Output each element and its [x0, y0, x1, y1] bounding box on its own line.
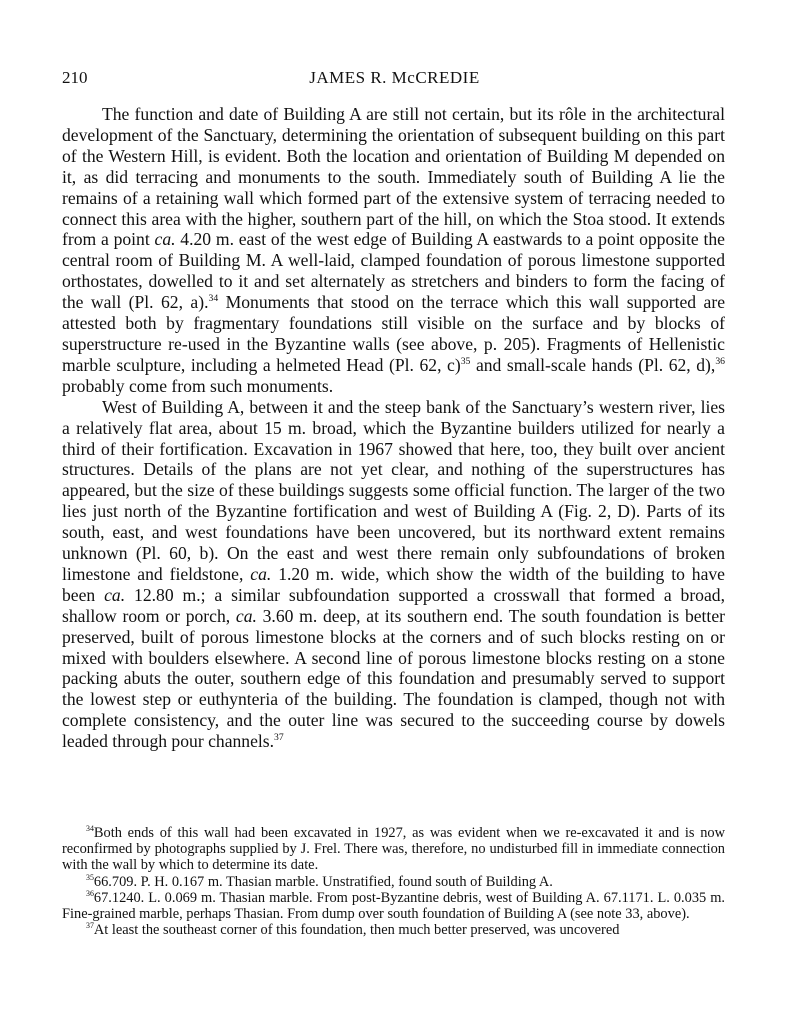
footnote-36 — [62, 890, 725, 922]
body-text — [62, 104, 725, 752]
page-number: 210 — [62, 68, 88, 87]
footnote-ref-34[interactable]: 34 — [208, 292, 219, 304]
text-run: 3.60 m. deep, at its southern end. The south foundation is better preserved, built of porous limestone blocks at the corners and of such blocks resting on or mixed with boulders elsewhere. A second line of porous limestone blocks resting on a stone packing abuts the outer, southern edge of this foundation and presumably served to support the lowest step or euthynteria of the building. The foundation is clamped, though not with complete consistency, and the outer line was secured to the succeeding course by dowels leaded through pour channels. — [62, 605, 725, 752]
footnote-ref-36[interactable]: 36 — [715, 355, 725, 367]
running-head: JAMES R. McCREDIE — [309, 68, 480, 87]
abbreviation: ca. — [104, 584, 126, 605]
abbreviation: ca. — [250, 563, 272, 584]
abbreviation: ca. — [235, 605, 257, 626]
footnote-37 — [62, 922, 725, 938]
footnote-text: 66.709. P. H. 0.167 m. Thasian marble. Unstratified, found south of Building A. — [93, 873, 553, 890]
footnote-text: Both ends of this wall had been excavated in 1927, as was evident when we re-excavated it and is now reconfirmed by photographs supplied by J. Frel. There was, therefore, no undisturbed fill in immediate connection with the wall by which to determine its date. — [62, 825, 725, 874]
text-run: 1.20 m. wide, which show the width of the building to have been — [62, 563, 725, 605]
paragraph-2 — [62, 397, 725, 752]
text-run: 4.20 m. east of the west edge of Building A eastwards to a point opposite the central room of Building M. A well-laid, clamped foundation of porous limestone supported orthostates, dowelled to it and set alternately as stretchers and binders to form the facing of the wall (Pl. 62, a). — [62, 229, 725, 313]
footnote-ref-37[interactable]: 37 — [274, 731, 284, 743]
footnote-text: 67.1240. L. 0.069 m. Thasian marble. From post-Byzantine debris, west of Building A. 67.1171. L. 0.035 m. Fine-grained marble, perhaps Thasian. From dump over south foundation of Building A (see note 33, above). — [62, 889, 725, 923]
footnote-35 — [62, 874, 725, 890]
footnote-ref-35[interactable]: 35 — [460, 355, 471, 367]
paragraph-1 — [62, 104, 725, 397]
text-run: probably come from such monuments. — [62, 375, 334, 396]
text-run: and small-scale hands (Pl. 62, d), — [470, 354, 716, 375]
footnote-text: At least the southeast corner of this foundation, then much better preserved, was uncovered — [93, 922, 620, 939]
abbreviation: ca. — [154, 229, 176, 250]
footnote-number: 37 — [86, 921, 94, 931]
text-run: The function and date of Building A are still not certain, but its rôle in the architectural development of the Sanctuary, determining the orientation of subsequent building on this part of the Western Hill, is evident. Both the location and orientation of Building M depended on it, as did terracing and monuments to the south. Immediately south of Building A lie the remains of a retaining wall which formed part of the extensive system of terracing needed to connect this area with the higher, southern part of the hill, on which the Stoa stood. It extends from a point — [62, 104, 725, 250]
text-run: 12.80 m.; a similar subfoundation supported a crosswall that formed a broad, shallow room or porch, — [62, 584, 725, 626]
text-run: West of Building A, between it and the steep bank of the Sanctuary’s western river, lies a relatively flat area, about 15 m. broad, which the Byzantine builders utilized for nearly a third of their fortification. Excavation in 1967 showed that here, too, they built over ancient structures. Details of the plans are not yet clear, and nothing of the superstructures has appeared, but the size of these buildings suggests some official function. The larger of the two lies just north of the Byzantine fortification and west of Building A (Fig. 2, D). Parts of its south, east, and west foundations have been uncovered, but its northward extent remains unknown (Pl. 60, b). On the east and west there remain only subfoundations of broken limestone and fieldstone, — [62, 396, 725, 584]
footnotes — [62, 825, 725, 938]
footnote-number: 36 — [86, 888, 94, 898]
footnote-number: 35 — [86, 872, 94, 882]
text-run: Monuments that stood on the terrace which this wall supported are attested both by fragmentary foundations still visible on the surface and by blocks of superstructure re-used in the Byzantine walls (see above, p. 205). Fragments of Hellenistic marble sculpture, including a helmeted Head (Pl. 62, c) — [62, 292, 726, 375]
footnote-34 — [62, 825, 725, 874]
footnote-number: 34 — [86, 824, 94, 834]
page-header — [62, 68, 727, 88]
